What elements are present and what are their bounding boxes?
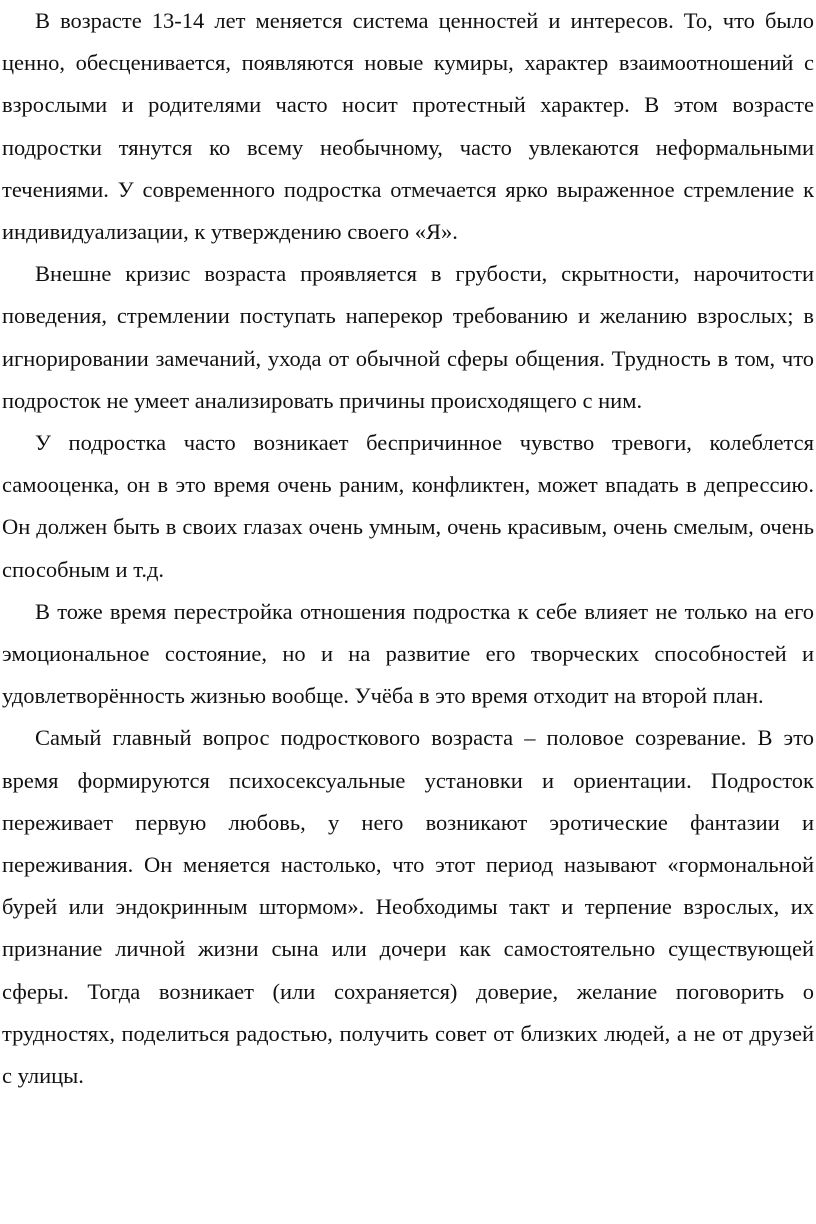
paragraph-crisis-manifestation: Внешне кризис возраста проявляется в грубости, скрытности, нарочитости поведения, стремлении поступать наперекор требованию и желанию взрослых; в игнорировании замечаний, ухода от обычной сферы общения. Трудность в том, что подросток не умеет анализировать причины происходящего с ним.: [2, 261, 814, 413]
paragraph-anxiety-selfesteem: У подростка часто возникает беспричинное чувство тревоги, колеблется самооценка, он в это время очень раним, конфликтен, может впадать в депрессию. Он должен быть в своих глазах очень умным, очень красивым, очень смелым, очень способным и т.д.: [2, 430, 814, 582]
paragraph-values-change: В возрасте 13-14 лет меняется система ценностей и интересов. То, что было ценно, обесценивается, появляются новые кумиры, характер взаимоотношений с взрослыми и родителями часто носит протестный характер. В этом возрасте подростки тянутся ко всему необычному, часто увлекаются неформальными течениями. У современного подростка отмечается ярко выраженное стремление к индивидуализации, к утверждению своего «Я».: [2, 8, 814, 245]
paragraph-puberty: Самый главный вопрос подросткового возраста – половое созревание. В это время формируются психосексуальные установки и ориентации. Подросток переживает первую любовь, у него возникают эротические фантазии и переживания. Он меняется настолько, что этот период называют «гормональной бурей или эндокринным штормом». Необходимы такт и терпение взрослых, их признание личной жизни сына или дочери как самостоятельно существующей сферы. Тогда возникает (или сохраняется) доверие, желание поговорить о трудностях, поделиться радостью, получить совет от близких людей, а не от друзей с улицы.: [2, 725, 814, 1089]
document-page: [2, 0, 814, 1097]
paragraph-self-attitude: В тоже время перестройка отношения подростка к себе влияет не только на его эмоциональное состояние, но и на развитие его творческих способностей и удовлетворённость жизнью вообще. Учёба в это время отходит на второй план.: [2, 598, 814, 709]
